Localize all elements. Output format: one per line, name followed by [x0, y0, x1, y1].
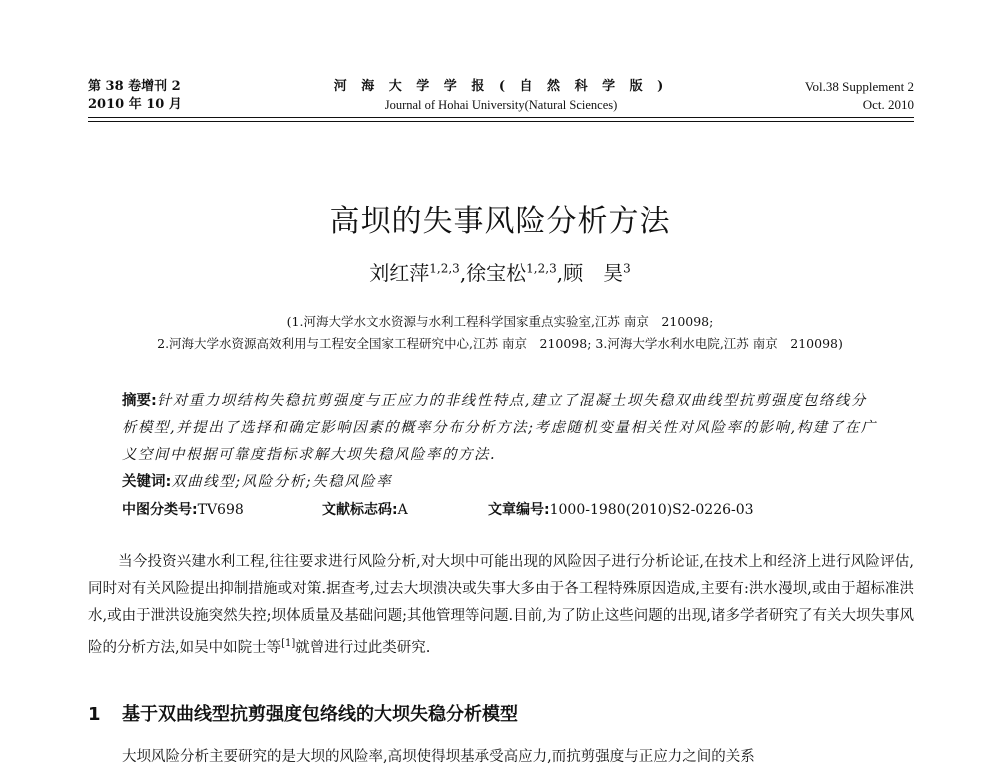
clc-label: 中图分类号: — [122, 502, 198, 518]
intro-text-end: 就曾进行过此类研究. — [295, 639, 431, 656]
abstract-label: 摘要: — [122, 393, 157, 409]
author-affiliation-marker: 1,2,3 — [429, 261, 460, 276]
section-title: 基于双曲线型抗剪强度包络线的大坝失稳分析模型 — [122, 704, 518, 725]
author-name: 徐宝松 — [466, 261, 527, 285]
truncated-body-line: 大坝风险分析主要研究的是大坝的风险率,高坝使得坝基承受高应力,而抗剪强度与正应力之间的关系 — [122, 749, 755, 765]
clc-number — [122, 499, 244, 519]
author-affiliation-marker: 1,2,3 — [526, 261, 557, 276]
citation-ref: [1] — [281, 638, 296, 649]
header-rule-thin — [88, 121, 914, 122]
keywords — [122, 469, 878, 496]
journal-name-cn: 河 海 大 学 学 报 ( 自 然 科 学 版 ) — [333, 79, 669, 94]
author-separator: , — [556, 261, 564, 285]
section-number: 1 — [88, 704, 101, 725]
header-center — [88, 78, 914, 114]
abstract-text: 针对重力坝结构失稳抗剪强度与正应力的非线性特点,建立了混凝土坝失稳双曲线型抗剪强度包络线分析模型,并提出了选择和确定影响因素的概率分布分析方法;考虑随机变量相关性对风险率的影响,构建了在广义空间中根据可靠度指标求解大坝失稳风险率的方法. — [122, 393, 877, 463]
article-number — [488, 499, 754, 519]
intro-text: 当今投资兴建水利工程,往往要求进行风险分析,对大坝中可能出现的风险因子进行分析论证,在技术上和经济上进行风险评估,同时对有关风险提出抑制措施或对策.据查考,过去大坝溃决或失事大多由于各工程特殊原因造成,主要有:洪水漫坝,或由于超标准洪水,或由于泄洪设施突然失控;坝体质量及基础问题;其他管理等问题.目前,为了防止这些问题的出现,诸多学者研究了有关大坝失事风险的分析方法,如吴中如院士等 — [88, 554, 914, 656]
author-list — [0, 257, 1000, 286]
abstract-block — [122, 388, 878, 496]
author-name: 顾 昊 — [563, 261, 624, 285]
doc-code-value: A — [397, 502, 408, 518]
paper-title: 高坝的失事风险分析方法 — [329, 204, 671, 239]
affiliation-line-2: 2.河海大学水资源高效利用与工程安全国家工程研究中心,江苏 南京 210098; 3.河海大学水利水电院,江苏 南京 210098) — [157, 336, 843, 351]
intro-paragraph — [88, 549, 914, 662]
header-right — [805, 78, 914, 114]
doc-code-label: 文献标志码: — [322, 502, 398, 518]
date-en: Oct. 2010 — [862, 97, 914, 112]
author-name: 刘红萍 — [369, 261, 430, 285]
affiliation-line-1: (1.河海大学水文水资源与水利工程科学国家重点实验室,江苏 南京 210098; — [286, 314, 714, 329]
article-number-label: 文章编号: — [488, 502, 550, 518]
section-heading — [88, 700, 518, 726]
article-number-value: 1000-1980(2010)S2-0226-03 — [549, 502, 754, 518]
author-separator: , — [459, 261, 467, 285]
date-cn: 2010 年 10 月 — [88, 97, 182, 112]
header-rule-thick — [88, 117, 914, 118]
clc-value: TV698 — [197, 502, 244, 518]
journal-name-en: Journal of Hohai University(Natural Sciences) — [384, 98, 618, 112]
keywords-label: 关键词: — [122, 474, 172, 490]
abstract — [122, 388, 878, 469]
keywords-text: 双曲线型;风险分析;失稳风险率 — [171, 474, 393, 490]
document-code — [322, 499, 408, 519]
author-affiliation-marker: 3 — [623, 261, 631, 276]
volume-en: Vol.38 Supplement 2 — [804, 79, 914, 94]
volume-cn: 第 38 卷增刊 2 — [88, 79, 181, 94]
running-header — [88, 78, 914, 118]
